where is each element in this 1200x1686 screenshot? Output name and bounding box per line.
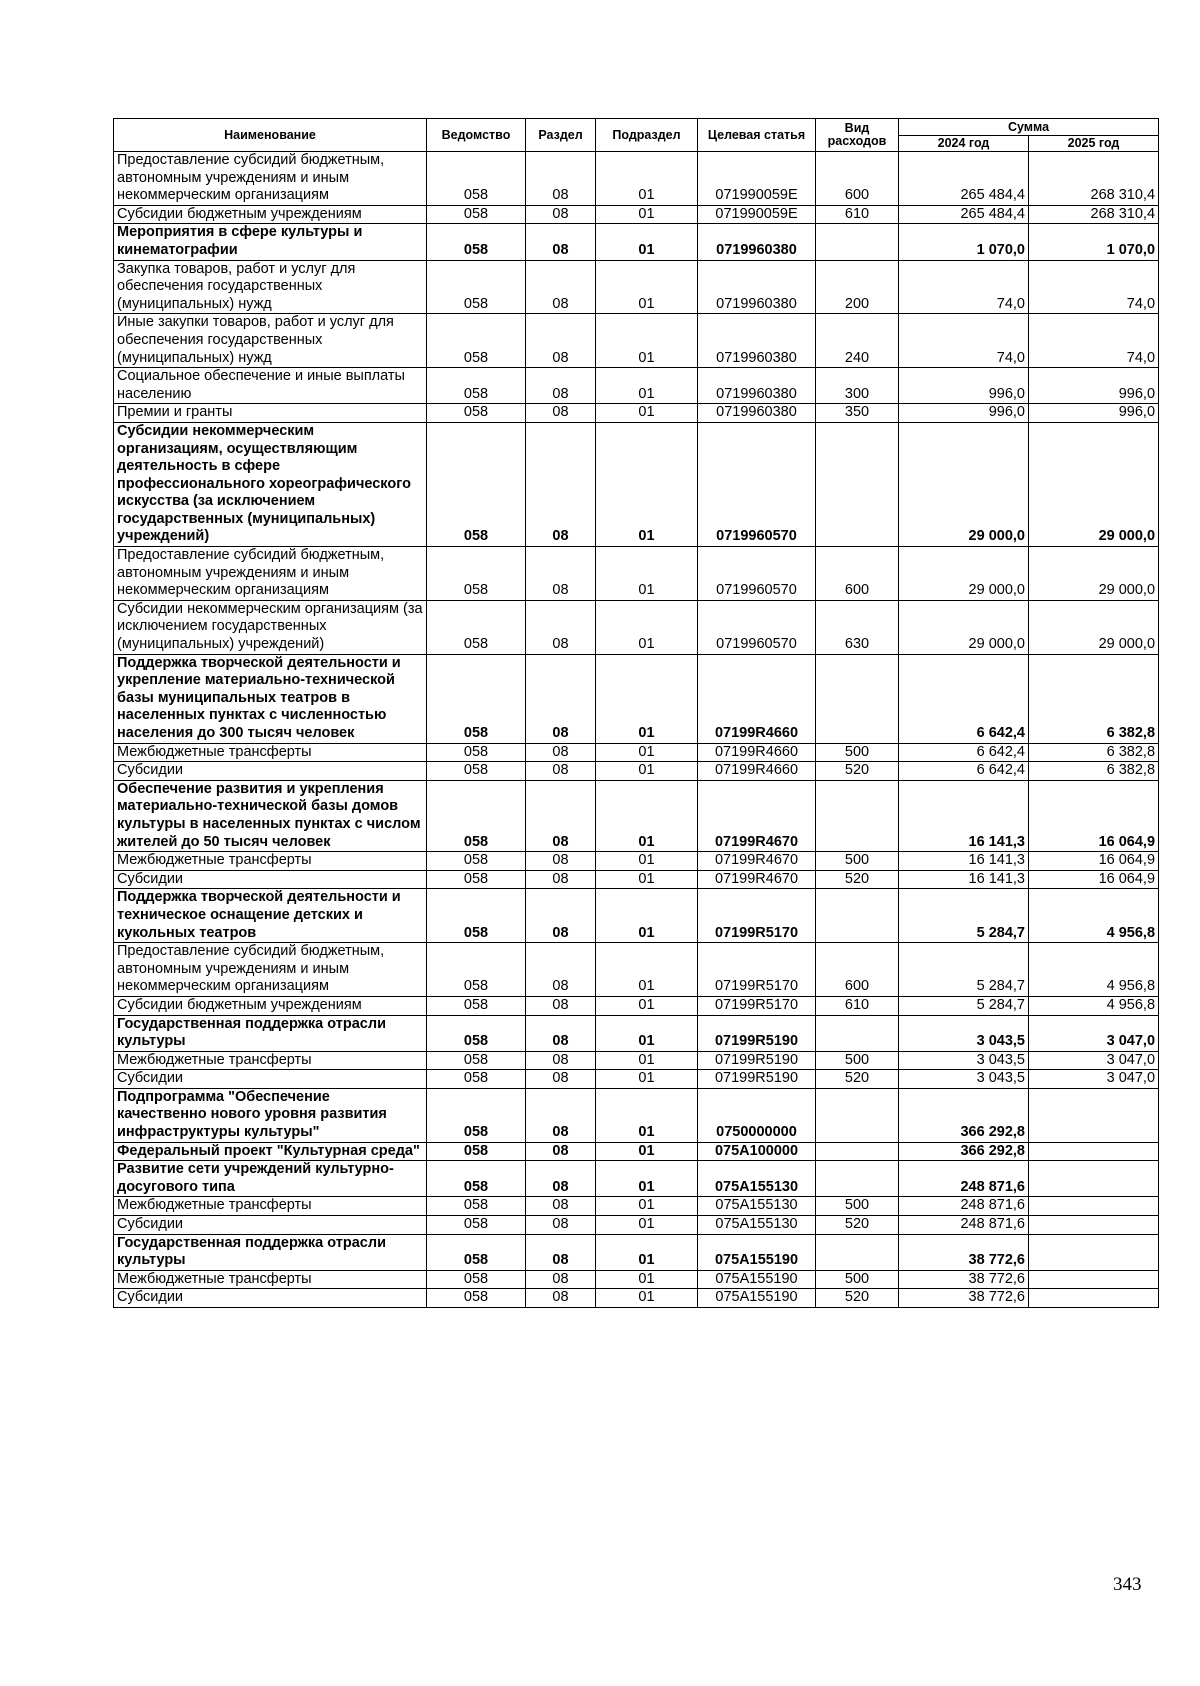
cell-subsection: 01 bbox=[596, 205, 698, 224]
cell-target-article: 0719960380 bbox=[698, 314, 816, 368]
cell-expense-type: 500 bbox=[816, 1270, 899, 1289]
cell-expense-type bbox=[816, 1234, 899, 1270]
header-name: Наименование bbox=[114, 119, 427, 152]
cell-target-article: 07199R4670 bbox=[698, 870, 816, 889]
cell-target-article: 075A100000 bbox=[698, 1142, 816, 1161]
cell-name: Межбюджетные трансферты bbox=[114, 1197, 427, 1216]
cell-department: 058 bbox=[427, 996, 526, 1015]
cell-section: 08 bbox=[526, 205, 596, 224]
cell-expense-type: 600 bbox=[816, 547, 899, 601]
cell-subsection: 01 bbox=[596, 404, 698, 423]
header-year-2024: 2024 год bbox=[899, 136, 1029, 152]
cell-sum-2024: 996,0 bbox=[899, 368, 1029, 404]
cell-subsection: 01 bbox=[596, 943, 698, 997]
cell-section: 08 bbox=[526, 996, 596, 1015]
table-row bbox=[114, 943, 1159, 997]
cell-subsection: 01 bbox=[596, 1142, 698, 1161]
cell-sum-2025: 996,0 bbox=[1029, 368, 1159, 404]
header-expense-type: Вид расходов bbox=[816, 119, 899, 152]
table-row bbox=[114, 1197, 1159, 1216]
cell-section: 08 bbox=[526, 422, 596, 546]
cell-sum-2025 bbox=[1029, 1197, 1159, 1216]
cell-sum-2025 bbox=[1029, 1234, 1159, 1270]
cell-expense-type: 500 bbox=[816, 743, 899, 762]
cell-section: 08 bbox=[526, 780, 596, 851]
cell-subsection: 01 bbox=[596, 547, 698, 601]
page-number: 343 bbox=[1113, 1574, 1142, 1595]
cell-subsection: 01 bbox=[596, 889, 698, 943]
cell-sum-2024: 3 043,5 bbox=[899, 1051, 1029, 1070]
table-row bbox=[114, 1270, 1159, 1289]
cell-sum-2024: 29 000,0 bbox=[899, 547, 1029, 601]
cell-name: Субсидии bbox=[114, 1216, 427, 1235]
header-subsection: Подраздел bbox=[596, 119, 698, 152]
cell-department: 058 bbox=[427, 1015, 526, 1051]
cell-target-article: 075A155190 bbox=[698, 1234, 816, 1270]
cell-name: Предоставление субсидий бюджетным, автономным учреждениям и иным некоммерческим организациям bbox=[114, 547, 427, 601]
cell-department: 058 bbox=[427, 547, 526, 601]
cell-sum-2024: 248 871,6 bbox=[899, 1216, 1029, 1235]
cell-sum-2025: 4 956,8 bbox=[1029, 943, 1159, 997]
cell-section: 08 bbox=[526, 1051, 596, 1070]
cell-target-article: 0719960380 bbox=[698, 224, 816, 260]
cell-target-article: 07199R5190 bbox=[698, 1051, 816, 1070]
cell-subsection: 01 bbox=[596, 1216, 698, 1235]
table-row bbox=[114, 314, 1159, 368]
cell-expense-type: 520 bbox=[816, 1289, 899, 1308]
cell-sum-2025: 268 310,4 bbox=[1029, 152, 1159, 206]
cell-sum-2024: 38 772,6 bbox=[899, 1234, 1029, 1270]
cell-section: 08 bbox=[526, 1216, 596, 1235]
cell-department: 058 bbox=[427, 889, 526, 943]
cell-section: 08 bbox=[526, 1142, 596, 1161]
table-row bbox=[114, 260, 1159, 314]
cell-name: Закупка товаров, работ и услуг для обеспечения государственных (муниципальных) нужд bbox=[114, 260, 427, 314]
cell-subsection: 01 bbox=[596, 224, 698, 260]
cell-sum-2025 bbox=[1029, 1161, 1159, 1197]
cell-name: Поддержка творческой деятельности и укрепление материально-технической базы муниципальных театров в населенных пунктах с численностью населения до 300 тысяч человек bbox=[114, 654, 427, 743]
cell-subsection: 01 bbox=[596, 743, 698, 762]
cell-target-article: 0719960380 bbox=[698, 260, 816, 314]
cell-department: 058 bbox=[427, 422, 526, 546]
cell-name: Мероприятия в сфере культуры и кинематографии bbox=[114, 224, 427, 260]
table-row bbox=[114, 743, 1159, 762]
cell-section: 08 bbox=[526, 654, 596, 743]
cell-expense-type bbox=[816, 1088, 899, 1142]
cell-sum-2025: 4 956,8 bbox=[1029, 889, 1159, 943]
cell-sum-2024: 996,0 bbox=[899, 404, 1029, 423]
cell-sum-2024: 16 141,3 bbox=[899, 870, 1029, 889]
cell-subsection: 01 bbox=[596, 654, 698, 743]
table-row bbox=[114, 422, 1159, 546]
cell-target-article: 07199R4660 bbox=[698, 762, 816, 781]
cell-expense-type bbox=[816, 224, 899, 260]
cell-section: 08 bbox=[526, 314, 596, 368]
cell-subsection: 01 bbox=[596, 1289, 698, 1308]
cell-sum-2024: 5 284,7 bbox=[899, 889, 1029, 943]
cell-section: 08 bbox=[526, 743, 596, 762]
cell-section: 08 bbox=[526, 943, 596, 997]
cell-department: 058 bbox=[427, 205, 526, 224]
cell-section: 08 bbox=[526, 600, 596, 654]
cell-expense-type bbox=[816, 1142, 899, 1161]
cell-section: 08 bbox=[526, 1088, 596, 1142]
table-row bbox=[114, 1234, 1159, 1270]
table-row bbox=[114, 224, 1159, 260]
cell-department: 058 bbox=[427, 1070, 526, 1089]
header-section: Раздел bbox=[526, 119, 596, 152]
header-sum: Сумма bbox=[899, 119, 1159, 136]
cell-sum-2025: 29 000,0 bbox=[1029, 600, 1159, 654]
cell-sum-2024: 74,0 bbox=[899, 314, 1029, 368]
cell-department: 058 bbox=[427, 260, 526, 314]
cell-section: 08 bbox=[526, 1289, 596, 1308]
table-row bbox=[114, 404, 1159, 423]
cell-expense-type: 520 bbox=[816, 762, 899, 781]
cell-department: 058 bbox=[427, 1161, 526, 1197]
cell-department: 058 bbox=[427, 314, 526, 368]
cell-target-article: 07199R4660 bbox=[698, 743, 816, 762]
cell-target-article: 0719960570 bbox=[698, 600, 816, 654]
cell-target-article: 0719960570 bbox=[698, 547, 816, 601]
table-row bbox=[114, 1070, 1159, 1089]
cell-target-article: 07199R4660 bbox=[698, 654, 816, 743]
cell-sum-2025 bbox=[1029, 1142, 1159, 1161]
cell-name: Подпрограмма "Обеспечение качественно нового уровня развития инфраструктуры культуры" bbox=[114, 1088, 427, 1142]
cell-section: 08 bbox=[526, 547, 596, 601]
cell-sum-2025: 3 047,0 bbox=[1029, 1070, 1159, 1089]
cell-department: 058 bbox=[427, 224, 526, 260]
cell-section: 08 bbox=[526, 889, 596, 943]
cell-subsection: 01 bbox=[596, 152, 698, 206]
cell-department: 058 bbox=[427, 654, 526, 743]
cell-expense-type bbox=[816, 1015, 899, 1051]
cell-name: Социальное обеспечение и иные выплаты населению bbox=[114, 368, 427, 404]
table-row bbox=[114, 1088, 1159, 1142]
cell-department: 058 bbox=[427, 1289, 526, 1308]
cell-sum-2025: 996,0 bbox=[1029, 404, 1159, 423]
cell-expense-type: 600 bbox=[816, 943, 899, 997]
cell-sum-2024: 1 070,0 bbox=[899, 224, 1029, 260]
cell-subsection: 01 bbox=[596, 780, 698, 851]
cell-section: 08 bbox=[526, 1015, 596, 1051]
cell-target-article: 0719960380 bbox=[698, 368, 816, 404]
cell-target-article: 07199R4670 bbox=[698, 780, 816, 851]
cell-expense-type: 600 bbox=[816, 152, 899, 206]
table-row bbox=[114, 152, 1159, 206]
cell-expense-type: 610 bbox=[816, 205, 899, 224]
cell-department: 058 bbox=[427, 1197, 526, 1216]
table-row bbox=[114, 1142, 1159, 1161]
cell-sum-2025: 3 047,0 bbox=[1029, 1015, 1159, 1051]
cell-section: 08 bbox=[526, 1234, 596, 1270]
cell-department: 058 bbox=[427, 1088, 526, 1142]
cell-sum-2024: 248 871,6 bbox=[899, 1197, 1029, 1216]
cell-sum-2024: 6 642,4 bbox=[899, 654, 1029, 743]
table-row bbox=[114, 600, 1159, 654]
cell-target-article: 07199R5170 bbox=[698, 943, 816, 997]
table-row bbox=[114, 889, 1159, 943]
cell-name: Субсидии бюджетным учреждениям bbox=[114, 205, 427, 224]
cell-section: 08 bbox=[526, 852, 596, 871]
cell-section: 08 bbox=[526, 260, 596, 314]
cell-name: Межбюджетные трансферты bbox=[114, 1270, 427, 1289]
cell-expense-type: 610 bbox=[816, 996, 899, 1015]
cell-sum-2024: 248 871,6 bbox=[899, 1161, 1029, 1197]
cell-sum-2025 bbox=[1029, 1270, 1159, 1289]
cell-sum-2024: 38 772,6 bbox=[899, 1270, 1029, 1289]
cell-subsection: 01 bbox=[596, 422, 698, 546]
cell-target-article: 07199R5170 bbox=[698, 996, 816, 1015]
cell-subsection: 01 bbox=[596, 314, 698, 368]
cell-department: 058 bbox=[427, 404, 526, 423]
cell-expense-type: 240 bbox=[816, 314, 899, 368]
cell-name: Субсидии bbox=[114, 1289, 427, 1308]
table-row bbox=[114, 1289, 1159, 1308]
cell-sum-2025: 4 956,8 bbox=[1029, 996, 1159, 1015]
cell-name: Межбюджетные трансферты bbox=[114, 743, 427, 762]
cell-sum-2024: 366 292,8 bbox=[899, 1088, 1029, 1142]
cell-expense-type: 300 bbox=[816, 368, 899, 404]
cell-name: Развитие сети учреждений культурно-досугового типа bbox=[114, 1161, 427, 1197]
cell-sum-2024: 6 642,4 bbox=[899, 762, 1029, 781]
cell-sum-2024: 6 642,4 bbox=[899, 743, 1029, 762]
cell-target-article: 0719960380 bbox=[698, 404, 816, 423]
cell-subsection: 01 bbox=[596, 1270, 698, 1289]
cell-sum-2024: 5 284,7 bbox=[899, 943, 1029, 997]
cell-section: 08 bbox=[526, 762, 596, 781]
cell-department: 058 bbox=[427, 762, 526, 781]
cell-sum-2025: 16 064,9 bbox=[1029, 780, 1159, 851]
cell-expense-type bbox=[816, 889, 899, 943]
cell-sum-2024: 265 484,4 bbox=[899, 152, 1029, 206]
cell-target-article: 0719960570 bbox=[698, 422, 816, 546]
cell-target-article: 075A155130 bbox=[698, 1161, 816, 1197]
table-row bbox=[114, 205, 1159, 224]
cell-sum-2024: 5 284,7 bbox=[899, 996, 1029, 1015]
cell-sum-2025: 268 310,4 bbox=[1029, 205, 1159, 224]
cell-sum-2024: 74,0 bbox=[899, 260, 1029, 314]
cell-subsection: 01 bbox=[596, 762, 698, 781]
cell-name: Межбюджетные трансферты bbox=[114, 1051, 427, 1070]
cell-expense-type: 200 bbox=[816, 260, 899, 314]
cell-sum-2025: 6 382,8 bbox=[1029, 654, 1159, 743]
table-row bbox=[114, 852, 1159, 871]
cell-department: 058 bbox=[427, 870, 526, 889]
table-row bbox=[114, 762, 1159, 781]
cell-section: 08 bbox=[526, 1161, 596, 1197]
cell-name: Субсидии bbox=[114, 870, 427, 889]
cell-name: Субсидии некоммерческим организациям (за исключением государственных (муниципальных) учреждений) bbox=[114, 600, 427, 654]
cell-name: Государственная поддержка отрасли культуры bbox=[114, 1234, 427, 1270]
budget-table bbox=[113, 118, 1159, 1308]
cell-expense-type bbox=[816, 654, 899, 743]
cell-subsection: 01 bbox=[596, 1161, 698, 1197]
table-row bbox=[114, 996, 1159, 1015]
cell-section: 08 bbox=[526, 870, 596, 889]
cell-section: 08 bbox=[526, 404, 596, 423]
cell-sum-2024: 38 772,6 bbox=[899, 1289, 1029, 1308]
cell-sum-2024: 3 043,5 bbox=[899, 1015, 1029, 1051]
header-department: Ведомство bbox=[427, 119, 526, 152]
cell-name: Предоставление субсидий бюджетным, автономным учреждениям и иным некоммерческим организациям bbox=[114, 152, 427, 206]
cell-name: Субсидии некоммерческим организациям, осуществляющим деятельность в сфере профессионального хореографического искусства (за исключением государственных (муниципальных) учреждений) bbox=[114, 422, 427, 546]
cell-department: 058 bbox=[427, 852, 526, 871]
cell-name: Поддержка творческой деятельности и техническое оснащение детских и кукольных театров bbox=[114, 889, 427, 943]
cell-sum-2025 bbox=[1029, 1216, 1159, 1235]
cell-target-article: 075A155130 bbox=[698, 1216, 816, 1235]
cell-target-article: 07199R5190 bbox=[698, 1015, 816, 1051]
table-row bbox=[114, 870, 1159, 889]
cell-target-article: 075A155190 bbox=[698, 1270, 816, 1289]
table-row bbox=[114, 654, 1159, 743]
cell-section: 08 bbox=[526, 368, 596, 404]
cell-sum-2024: 366 292,8 bbox=[899, 1142, 1029, 1161]
cell-target-article: 07199R5170 bbox=[698, 889, 816, 943]
cell-expense-type bbox=[816, 780, 899, 851]
cell-name: Субсидии бюджетным учреждениям bbox=[114, 996, 427, 1015]
cell-section: 08 bbox=[526, 224, 596, 260]
cell-subsection: 01 bbox=[596, 1015, 698, 1051]
cell-sum-2025: 6 382,8 bbox=[1029, 762, 1159, 781]
cell-expense-type: 500 bbox=[816, 1197, 899, 1216]
table-row bbox=[114, 1161, 1159, 1197]
cell-sum-2025: 6 382,8 bbox=[1029, 743, 1159, 762]
cell-name: Межбюджетные трансферты bbox=[114, 852, 427, 871]
cell-department: 058 bbox=[427, 1234, 526, 1270]
cell-sum-2024: 16 141,3 bbox=[899, 852, 1029, 871]
cell-department: 058 bbox=[427, 1216, 526, 1235]
cell-target-article: 071990059E bbox=[698, 152, 816, 206]
table-row bbox=[114, 780, 1159, 851]
cell-department: 058 bbox=[427, 780, 526, 851]
cell-expense-type: 500 bbox=[816, 852, 899, 871]
cell-subsection: 01 bbox=[596, 852, 698, 871]
cell-sum-2024: 265 484,4 bbox=[899, 205, 1029, 224]
header-target-article: Целевая статья bbox=[698, 119, 816, 152]
cell-department: 058 bbox=[427, 1270, 526, 1289]
cell-target-article: 07199R4670 bbox=[698, 852, 816, 871]
cell-name: Предоставление субсидий бюджетным, автономным учреждениям и иным некоммерческим организациям bbox=[114, 943, 427, 997]
cell-expense-type: 520 bbox=[816, 1070, 899, 1089]
table-row bbox=[114, 1216, 1159, 1235]
cell-expense-type bbox=[816, 422, 899, 546]
cell-subsection: 01 bbox=[596, 1197, 698, 1216]
cell-section: 08 bbox=[526, 1197, 596, 1216]
cell-target-article: 0750000000 bbox=[698, 1088, 816, 1142]
table-header bbox=[114, 119, 1159, 152]
header-year-2025: 2025 год bbox=[1029, 136, 1159, 152]
cell-sum-2024: 29 000,0 bbox=[899, 422, 1029, 546]
cell-expense-type bbox=[816, 1161, 899, 1197]
cell-name: Субсидии bbox=[114, 1070, 427, 1089]
cell-expense-type: 520 bbox=[816, 870, 899, 889]
cell-subsection: 01 bbox=[596, 260, 698, 314]
cell-section: 08 bbox=[526, 152, 596, 206]
cell-expense-type: 350 bbox=[816, 404, 899, 423]
cell-department: 058 bbox=[427, 368, 526, 404]
cell-name: Субсидии bbox=[114, 762, 427, 781]
table-row bbox=[114, 1015, 1159, 1051]
cell-department: 058 bbox=[427, 1142, 526, 1161]
cell-subsection: 01 bbox=[596, 1088, 698, 1142]
cell-name: Иные закупки товаров, работ и услуг для обеспечения государственных (муниципальных) нужд bbox=[114, 314, 427, 368]
cell-sum-2025: 74,0 bbox=[1029, 314, 1159, 368]
cell-sum-2024: 3 043,5 bbox=[899, 1070, 1029, 1089]
cell-sum-2025: 3 047,0 bbox=[1029, 1051, 1159, 1070]
cell-section: 08 bbox=[526, 1270, 596, 1289]
cell-sum-2025 bbox=[1029, 1289, 1159, 1308]
cell-subsection: 01 bbox=[596, 870, 698, 889]
cell-name: Государственная поддержка отрасли культуры bbox=[114, 1015, 427, 1051]
cell-subsection: 01 bbox=[596, 368, 698, 404]
cell-sum-2025: 74,0 bbox=[1029, 260, 1159, 314]
table-row bbox=[114, 1051, 1159, 1070]
cell-expense-type: 630 bbox=[816, 600, 899, 654]
cell-name: Федеральный проект "Культурная среда" bbox=[114, 1142, 427, 1161]
cell-expense-type: 500 bbox=[816, 1051, 899, 1070]
table-row bbox=[114, 368, 1159, 404]
cell-subsection: 01 bbox=[596, 1070, 698, 1089]
cell-sum-2025: 16 064,9 bbox=[1029, 870, 1159, 889]
cell-sum-2025: 29 000,0 bbox=[1029, 547, 1159, 601]
cell-subsection: 01 bbox=[596, 600, 698, 654]
table-body bbox=[114, 152, 1159, 1308]
cell-expense-type: 520 bbox=[816, 1216, 899, 1235]
cell-subsection: 01 bbox=[596, 996, 698, 1015]
cell-department: 058 bbox=[427, 600, 526, 654]
cell-target-article: 075A155130 bbox=[698, 1197, 816, 1216]
cell-name: Обеспечение развития и укрепления материально-технической базы домов культуры в населенных пунктах с числом жителей до 50 тысяч человек bbox=[114, 780, 427, 851]
cell-department: 058 bbox=[427, 743, 526, 762]
table-row bbox=[114, 547, 1159, 601]
cell-sum-2025: 16 064,9 bbox=[1029, 852, 1159, 871]
cell-subsection: 01 bbox=[596, 1234, 698, 1270]
cell-target-article: 071990059E bbox=[698, 205, 816, 224]
cell-target-article: 07199R5190 bbox=[698, 1070, 816, 1089]
cell-section: 08 bbox=[526, 1070, 596, 1089]
cell-department: 058 bbox=[427, 152, 526, 206]
cell-sum-2025: 29 000,0 bbox=[1029, 422, 1159, 546]
cell-name: Премии и гранты bbox=[114, 404, 427, 423]
cell-department: 058 bbox=[427, 943, 526, 997]
cell-department: 058 bbox=[427, 1051, 526, 1070]
cell-sum-2025 bbox=[1029, 1088, 1159, 1142]
cell-target-article: 075A155190 bbox=[698, 1289, 816, 1308]
cell-sum-2024: 29 000,0 bbox=[899, 600, 1029, 654]
cell-sum-2024: 16 141,3 bbox=[899, 780, 1029, 851]
cell-sum-2025: 1 070,0 bbox=[1029, 224, 1159, 260]
cell-subsection: 01 bbox=[596, 1051, 698, 1070]
